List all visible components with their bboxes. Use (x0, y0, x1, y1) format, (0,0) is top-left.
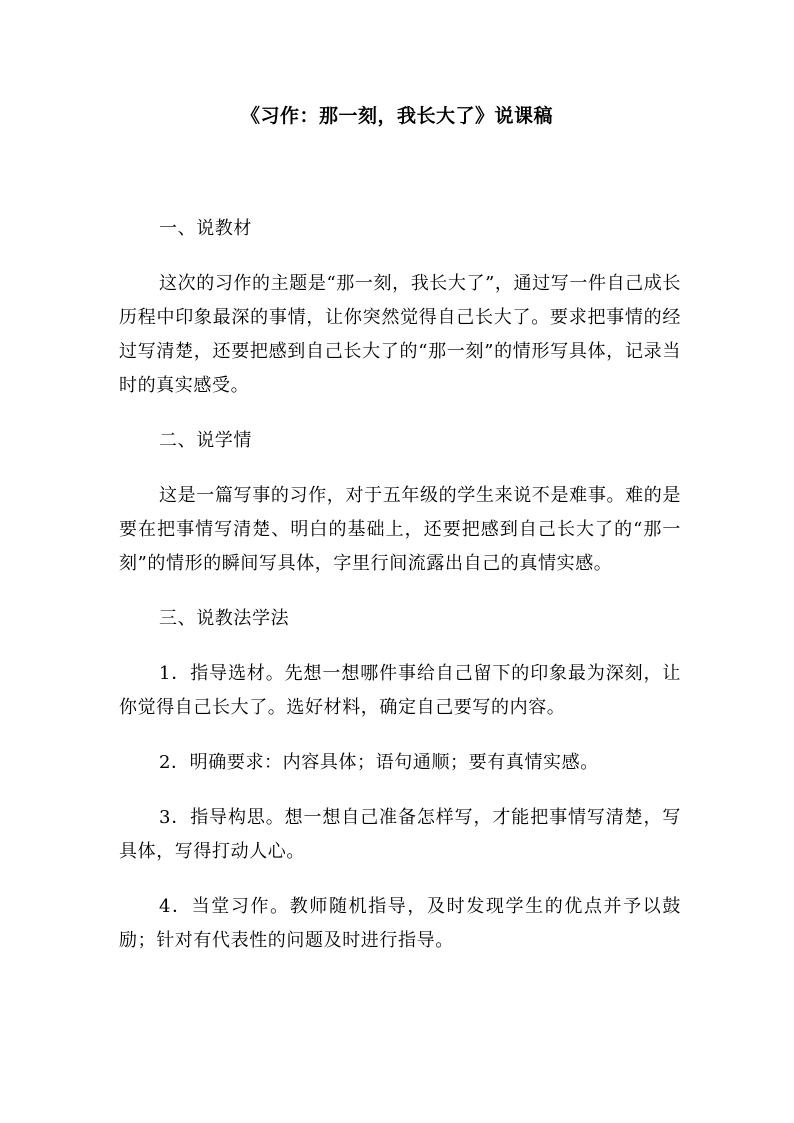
paragraph-method-3: 3．指导构思。想一想自己准备怎样写，才能把事情写清楚，写具体，写得打动人心。 (119, 807, 681, 862)
document-body (119, 212, 681, 979)
section-heading-students: 二、说学情 (159, 430, 252, 451)
paragraph-textbook: 这次的习作的主题是“那一刻，我长大了”，通过写一件自己成长历程中印象最深的事情，让你突然觉得自己长大了。要求把事情的经过写清楚，还要把感到自己长大了的“那一刻”的情形写具体，记录当时的真实感受。 (119, 273, 681, 396)
paragraph-method-4: 4．当堂习作。教师随机指导，及时发现学生的优点并予以鼓励；针对有代表性的问题及时进行指导。 (119, 896, 681, 951)
section-heading-textbook: 一、说教材 (159, 218, 252, 239)
document-title: 《习作：那一刻，我长大了》说课稿 (240, 105, 553, 127)
section-heading-methods: 三、说教法学法 (159, 608, 290, 629)
paragraph-method-1: 1．指导选材。先想一想哪件事给自己留下的印象最为深刻，让你觉得自己长大了。选好材料，确定自己要写的内容。 (119, 663, 681, 718)
paragraph-students: 这是一篇写事的习作，对于五年级的学生来说不是难事。难的是要在把事情写清楚、明白的基础上，还要把感到自己长大了的“那一刻”的情形的瞬间写具体，字里行间流露出自己的真情实感。 (119, 485, 681, 574)
paragraph-method-2: 2．明确要求：内容具体；语句通顺；要有真情实感。 (159, 752, 599, 773)
